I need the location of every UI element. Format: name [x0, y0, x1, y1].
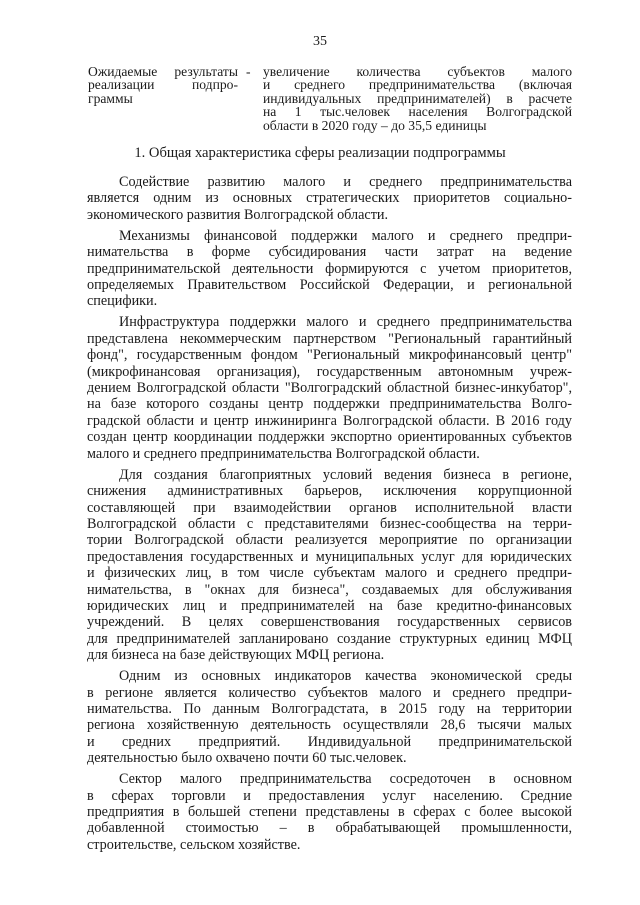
- paragraph-line: Волгоградской области с представителями бизнес-сообщества на терри-: [87, 515, 572, 532]
- passport-dash: -: [246, 64, 251, 79]
- paragraph-line: представлена некоммерческим партнерством "Региональный гарантийный: [87, 330, 572, 347]
- paragraph-line: нимательства. По данным Волгоградстата, в 2015 году на территории: [87, 700, 572, 717]
- paragraph-line: предприятия в большей степени представлены в сферах с более высокой: [87, 804, 572, 820]
- paragraph-line: и физических лиц, в том числе субъектам малого и среднего предпри-: [87, 565, 572, 582]
- document-body: [87, 174, 572, 858]
- paragraph: [87, 228, 572, 310]
- paragraph-line: добавленной стоимостью – в обрабатывающей промышленности,: [87, 820, 572, 837]
- paragraph-line: фонд", государственным фондом "Региональный микрофинансовый центр": [87, 347, 572, 364]
- paragraph-line: составляющей при взаимодействии органов исполнительной власти: [87, 499, 572, 516]
- paragraph: [87, 668, 572, 766]
- paragraph-line: Для создания благоприятных условий ведения бизнеса в регионе,: [119, 466, 572, 483]
- paragraph-line: в сферах торговли и предоставления услуг населению. Средние: [87, 787, 572, 804]
- passport-value: [263, 65, 572, 132]
- passport-label-line: реализации подпро-: [88, 77, 238, 93]
- paragraph-line: Содействие развитию малого и среднего предпринимательства: [119, 174, 572, 190]
- paragraph-line: нимательства, в "окнах для бизнеса", создаваемых для обслуживания: [87, 581, 572, 598]
- passport-value-line: увеличение количества субъектов малого: [263, 64, 572, 79]
- paragraph-line: создан центр координации поддержки экспортно ориентированных субъектов: [87, 429, 572, 446]
- paragraph-line: Одним из основных индикаторов качества экономической среды: [119, 668, 572, 685]
- paragraph-line: для предпринимателей запланировано создание структурных единиц МФЦ: [87, 630, 572, 647]
- paragraph-line: Инфраструктура поддержки малого и среднего предпринимательства: [119, 314, 572, 331]
- paragraph-line: для бизнеса на базе действующих МФЦ региона.: [87, 647, 385, 664]
- passport-value-line: области в 2020 году – до 35,5 единицы: [263, 117, 487, 133]
- passport-label-line: Ожидаемые результаты: [88, 64, 238, 79]
- paragraph-line: учреждений. В целях совершенствования государственных сервисов: [87, 614, 572, 631]
- paragraph-line: деятельностью было охвачено почти 60 тыс.человек.: [87, 750, 407, 767]
- page-number: 35: [313, 34, 327, 49]
- paragraph: [87, 771, 572, 853]
- paragraph-line: определяемых Правительством Российской Федерации, и региональной: [87, 277, 572, 294]
- paragraph-line: строительстве, сельском хозяйстве.: [87, 836, 301, 853]
- paragraph-line: нимательства в форме субсидирования части затрат на ведение: [87, 244, 572, 261]
- paragraph-line: Сектор малого предпринимательства сосредоточен в основном: [119, 771, 572, 788]
- paragraph-line: и средних предприятий. Индивидуальной предпринимательской: [87, 733, 572, 750]
- paragraph-line: специфики.: [87, 293, 158, 310]
- paragraph: [87, 174, 572, 223]
- paragraph-line: дением Волгоградской области "Волгоградский областной бизнес-инкубатор",: [87, 380, 572, 397]
- section-title: 1. Общая характеристика сферы реализации подпрограммы: [134, 145, 506, 161]
- passport-label: [88, 65, 238, 105]
- paragraph-line: является одним из основных стратегических приоритетов социально-: [87, 190, 572, 207]
- paragraph: [87, 314, 572, 462]
- passport-value-line: на 1 тыс.человек населения Волгоградской: [263, 104, 572, 120]
- paragraph: [87, 467, 572, 664]
- paragraph-line: малого и среднего предпринимательства Волгоградской области.: [87, 445, 480, 462]
- paragraph-line: региона хозяйственную деятельность осуществляли 28,6 тысячи малых: [87, 717, 572, 734]
- paragraph-line: (микрофинансовая организация), государственным автономным учреж-: [87, 363, 572, 380]
- paragraph-line: юридических лиц и предпринимателей на базе кредитно-финансовых: [87, 597, 572, 614]
- paragraph-line: на базе которого созданы центр поддержки предпринимательства Волго-: [87, 396, 572, 413]
- paragraph-line: предпринимательской деятельности формируются с учетом приоритетов,: [87, 260, 572, 277]
- paragraph-line: снижения административных барьеров, исключения коррупционной: [87, 483, 572, 500]
- paragraph-line: Механизмы финансовой поддержки малого и среднего предпри-: [119, 227, 572, 244]
- passport-label-line: граммы: [88, 90, 133, 106]
- passport-value-line: индивидуальных предпринимателей) в расчете: [263, 90, 572, 106]
- paragraph-line: в регионе является количество субъектов малого и среднего предпри-: [87, 684, 572, 701]
- paragraph-line: тории Волгоградской области реализуется мероприятие по организации: [87, 532, 572, 549]
- paragraph-line: предоставления государственных и муниципальных услуг для юридических: [87, 548, 572, 565]
- paragraph-line: экономического развития Волгоградской области.: [87, 206, 389, 223]
- passport-value-line: и среднего предпринимательства (включая: [263, 77, 572, 93]
- paragraph-line: градской области и центр инжиниринга Волгоградской области. В 2016 году: [87, 412, 572, 429]
